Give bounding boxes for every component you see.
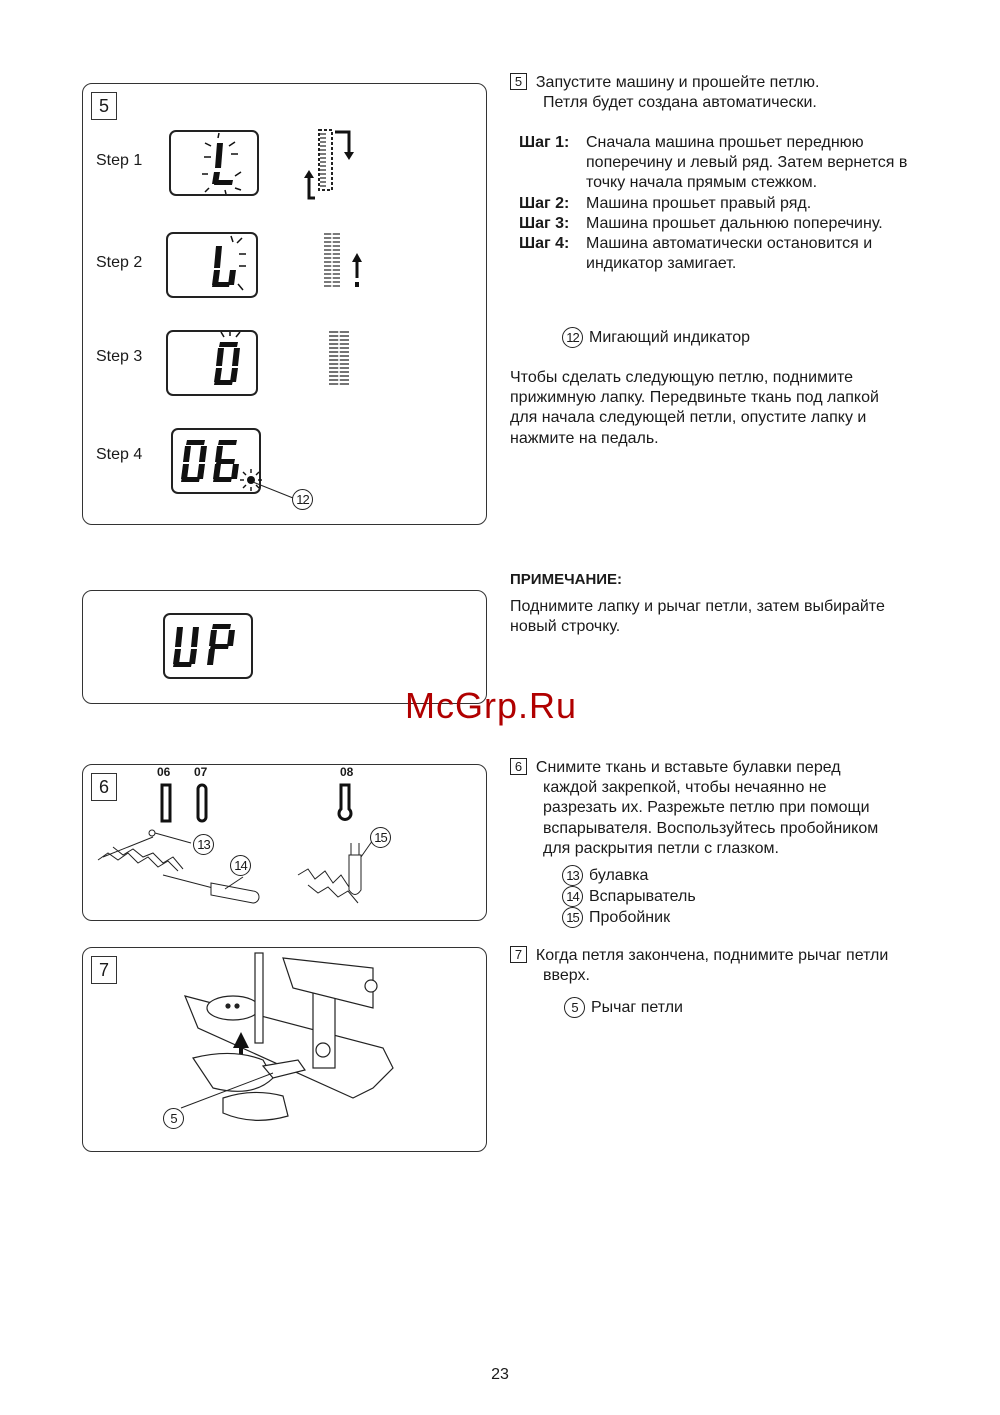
step-text: Машина автоматически остановится и индикатор замигает. xyxy=(586,235,873,273)
buttonhole-code-07: 07 xyxy=(194,765,208,779)
buttonhole-code-08: 08 xyxy=(340,765,354,779)
legend-number: 13 xyxy=(562,865,583,886)
lcd-display-step-2 xyxy=(166,232,258,298)
section-7-line: Когда петля закончена, поднимите рычаг петли xyxy=(535,947,889,964)
section-6-line: разрезать их. Разрежьте петлю при помощи xyxy=(543,799,870,817)
lcd-glyph-L-blinking xyxy=(171,132,257,194)
legend-text: Рычаг петли xyxy=(591,998,683,1016)
callout-13: 13 xyxy=(193,834,214,855)
legend-13 xyxy=(562,865,696,886)
legend-text: Вспарыватель xyxy=(589,887,696,905)
step-label: Шаг 2: xyxy=(519,194,570,212)
section-number-6: 6 xyxy=(510,758,527,775)
watermark: McGrp.Ru xyxy=(405,685,578,726)
section-number-5: 5 xyxy=(510,73,527,90)
paragraph-line: Чтобы сделать следующую петлю, поднимите xyxy=(510,369,854,386)
stitch-diagram-step-1 xyxy=(301,126,361,206)
panel-number: 6 xyxy=(91,773,117,801)
panel-number: 7 xyxy=(91,956,117,984)
step-label: Шаг 4: xyxy=(519,235,570,253)
section-7-text xyxy=(510,946,888,986)
buttonhole-shapes-illustration xyxy=(83,765,486,920)
lcd-display-up xyxy=(163,613,253,679)
legend-text: булавка xyxy=(589,866,649,884)
figure-panel-7 xyxy=(82,947,487,1152)
stitch-diagram-step-3 xyxy=(321,328,361,398)
legend-list-6 xyxy=(562,865,696,928)
panel-number: 5 xyxy=(91,92,117,120)
section-7-line: вверх. xyxy=(543,967,590,985)
step-label: Шаг 3: xyxy=(519,214,570,232)
callout-12: 12 xyxy=(292,489,313,510)
section-6-line: вспарывателя. Воспользуйтесь пробойником xyxy=(543,819,879,837)
stitch-diagram-step-2 xyxy=(313,230,373,300)
section-6-line: для раскрытия петли с глазком. xyxy=(543,839,779,857)
section-5-paragraph xyxy=(510,368,879,449)
legend-5 xyxy=(564,997,683,1018)
section-5-intro xyxy=(510,73,819,113)
step-2-label: Step 2 xyxy=(96,254,143,271)
intro-line-2: Петля будет создана автоматически. xyxy=(543,94,817,112)
section-number-7: 7 xyxy=(510,946,527,963)
lcd-glyph-LI xyxy=(168,234,256,296)
callout-14: 14 xyxy=(230,855,251,876)
callout-15: 15 xyxy=(370,827,391,848)
step-text: Сначала машина прошьет переднюю поперечину и левый ряд. Затем вернется в точку начала прямым стежком. xyxy=(586,134,908,192)
note-heading: ПРИМЕЧАНИЕ: xyxy=(510,571,623,588)
legend-number: 12 xyxy=(562,327,583,348)
legend-14 xyxy=(562,886,696,907)
buttonhole-code-06: 06 xyxy=(157,765,171,779)
note-line: Поднимите лапку и рычаг петли, затем выбирайте xyxy=(510,598,885,615)
callout-5: 5 xyxy=(163,1108,184,1129)
legend-12 xyxy=(562,327,750,348)
section-6-line: каждой закрепкой, чтобы нечаянно не xyxy=(543,779,827,797)
intro-line-1: Запустите машину и прошейте петлю. xyxy=(535,74,820,91)
legend-text: Мигающий индикатор xyxy=(589,328,751,346)
section-6-text xyxy=(510,758,878,859)
lcd-glyph-UP xyxy=(165,615,251,677)
section-6-line: Снимите ткань и вставьте булавки перед xyxy=(535,759,841,776)
step-text: Машина прошьет правый ряд. xyxy=(586,194,812,212)
legend-15 xyxy=(562,907,696,928)
page-number: 23 xyxy=(491,1366,509,1383)
lcd-display-step-1 xyxy=(169,130,259,196)
note-line: новый строчку. xyxy=(510,618,621,636)
paragraph-line: для начала следующей петли, опустите лапку и xyxy=(510,409,867,427)
figure-panel-5 xyxy=(82,83,487,525)
note-body xyxy=(510,597,885,637)
legend-number: 5 xyxy=(564,997,585,1018)
legend-number: 14 xyxy=(562,886,583,907)
step-4-label: Step 4 xyxy=(96,446,143,463)
paragraph-line: нажмите на педаль. xyxy=(510,429,659,447)
lcd-glyph-0 xyxy=(168,332,256,394)
legend-text: Пробойник xyxy=(589,908,671,926)
step-text: Машина прошьет дальнюю поперечину. xyxy=(586,214,883,232)
step-1-label: Step 1 xyxy=(96,152,143,169)
figure-panel-6 xyxy=(82,764,487,921)
step-label: Шаг 1: xyxy=(519,134,570,151)
legend-number: 15 xyxy=(562,907,583,928)
step-list xyxy=(519,133,926,274)
buttonhole-lever-illustration xyxy=(83,948,486,1151)
paragraph-line: прижимную лапку. Передвиньте ткань под лапкой xyxy=(510,389,879,407)
lcd-display-step-3 xyxy=(166,330,258,396)
step-3-label: Step 3 xyxy=(96,348,143,365)
